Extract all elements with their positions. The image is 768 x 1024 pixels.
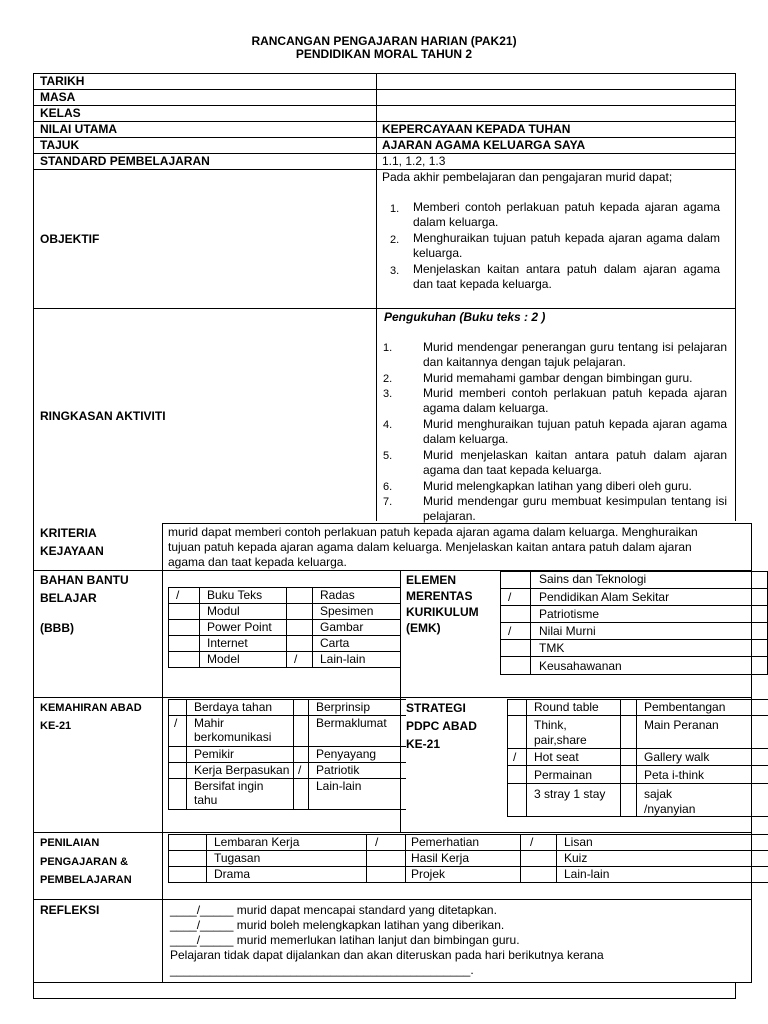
abad-item: Patriotik [316, 763, 360, 777]
refleksi-line-5: _____________________________________________. [170, 963, 474, 977]
refleksi-line-3: ____/_____ murid memerlukan latihan lanjut dan bimbingan guru. [170, 933, 520, 947]
penilaian-item: Lain-lain [564, 867, 610, 881]
bbb-item: Buku Teks [207, 588, 263, 602]
penilaian-mark: / [375, 835, 379, 849]
list-item-number: 3. [383, 388, 393, 400]
list-item-number: 2. [390, 234, 400, 246]
tajuk-value: AJARAN AGAMA KELUARGA SAYA [382, 138, 586, 152]
list-item-number: 5. [383, 450, 393, 462]
abad-label-2: KE-21 [40, 720, 72, 732]
emk-item: Patriotisme [539, 607, 600, 621]
emk-label-3: KURIKULUM [406, 605, 479, 619]
penilaian-item: Lembaran Kerja [214, 835, 300, 849]
bbb-label-2: BELAJAR [40, 591, 97, 605]
refleksi-line-4: Pelajaran tidak dapat dijalankan dan akan diteruskan pada hari berikutnya kerana [170, 948, 604, 962]
objektif-label: OBJEKTIF [40, 232, 100, 246]
strategi-item: Hot seat [534, 750, 579, 764]
abad-item: Bersifat ingin tahu [194, 779, 264, 807]
list-item-number: 6. [383, 481, 393, 493]
emk-mark: / [508, 590, 512, 604]
bbb-item: Spesimen [320, 604, 374, 618]
emk-label-1: ELEMEN [406, 573, 457, 587]
list-item: Memberi contoh perlakuan patuh kepada ajaran agama dalam keluarga. [413, 200, 720, 229]
penilaian-item: Projek [411, 867, 446, 881]
strategi-mark: / [513, 750, 517, 764]
bbb-item: Internet [207, 636, 248, 650]
refleksi-label: REFLEKSI [40, 903, 100, 917]
list-item: Murid menghuraikan tujuan patuh kepada ajaran agama dalam keluarga. [423, 417, 727, 446]
abad-item: Penyayang [316, 747, 377, 761]
strategi-item: 3 stray 1 stay [534, 787, 606, 801]
strategi-item: Think, pair,share [534, 718, 587, 747]
abad-item: Berprinsip [316, 700, 371, 714]
refleksi-line-2: ____/_____ murid boleh melengkapkan latihan yang diberikan. [170, 918, 505, 932]
emk-item: TMK [539, 641, 565, 655]
doc-title: RANCANGAN PENGAJARAN HARIAN (PAK21) [251, 34, 517, 48]
list-item: Murid menjelaskan kaitan antara patuh dalam ajaran agama dan taat kepada keluarga. [423, 448, 727, 477]
penilaian-item: Lisan [564, 835, 593, 849]
kriteria-text: murid dapat memberi contoh perlakuan patuh kepada ajaran agama dalam keluarga. Menghuraikan tujuan patuh kepada ajaran agama dalam keluarga. Menjelaskan kaitan antara patuh dalam ajaran agama dan taat kepada keluarga. [168, 525, 698, 569]
list-item: Murid mendengar guru membuat kesimpulan tentang isi pelajaran. [423, 494, 727, 523]
list-item: Menjelaskan kaitan antara patuh dalam ajaran agama dan taat kepada keluarga. [413, 262, 720, 291]
strategi-item: Permainan [534, 768, 593, 782]
nilai-utama-label: NILAI UTAMA [40, 122, 118, 136]
abad-item: Lain-lain [316, 779, 362, 793]
standard-label: STANDARD PEMBELAJARAN [40, 154, 210, 168]
refleksi-line-1: ____/_____ murid dapat mencapai standard yang ditetapkan. [170, 903, 497, 917]
list-item: Murid mendengar penerangan guru tentang isi pelajaran dan kaitannya dengan tajuk pelajaran. [423, 340, 727, 369]
tarikh-label: TARIKH [40, 74, 85, 88]
abad-item: Berdaya tahan [194, 700, 273, 714]
ringkasan-heading: Pengukuhan (Buku teks : 2 ) [384, 310, 546, 324]
list-item: Murid melengkapkan latihan yang diberi oleh guru. [423, 479, 692, 493]
list-item-number: 2. [383, 373, 393, 385]
bbb-item: Lain-lain [320, 652, 366, 666]
kelas-label: KELAS [40, 106, 81, 120]
strategi-item: Gallery walk [644, 750, 710, 764]
penilaian-label-3: PEMBELAJARAN [40, 874, 132, 886]
abad-item: Mahir berkomunikasi [194, 716, 272, 744]
strategi-item: sajak /nyanyian [644, 787, 696, 816]
bbb-mark: / [294, 652, 298, 666]
bbb-label-3: (BBB) [40, 621, 74, 635]
bbb-item: Carta [320, 636, 350, 650]
strategi-label-2: PDPC ABAD [406, 719, 477, 733]
emk-item: Keusahawanan [539, 659, 622, 673]
penilaian-label-1: PENILAIAN [40, 837, 100, 849]
list-item-number: 3. [390, 265, 400, 277]
bbb-label-1: BAHAN BANTU [40, 573, 129, 587]
abad-item: Kerja Berpasukan [194, 763, 290, 777]
emk-item: Nilai Murni [539, 624, 596, 638]
strategi-item: Peta i-think [644, 768, 705, 782]
bbb-mark: / [176, 588, 180, 602]
bbb-item: Modul [207, 604, 240, 618]
list-item: Murid memahami gambar dengan bimbingan guru. [423, 371, 693, 385]
objektif-intro: Pada akhir pembelajaran dan pengajaran murid dapat; [382, 170, 673, 184]
list-item-number: 7. [383, 496, 393, 508]
emk-label-2: MERENTAS [406, 589, 473, 603]
strategi-label-1: STRATEGI [406, 701, 466, 715]
penilaian-item: Tugasan [214, 851, 261, 865]
abad-mark: / [174, 716, 178, 730]
emk-item: Pendidikan Alam Sekitar [539, 590, 670, 604]
list-item-number: 4. [383, 419, 393, 431]
standard-value: 1.1, 1.2, 1.3 [382, 154, 446, 168]
list-item: Murid memberi contoh perlakuan patuh kepada ajaran agama dalam keluarga. [423, 386, 727, 415]
strategi-item: Round table [534, 700, 599, 714]
bbb-item: Gambar [320, 620, 364, 634]
list-item: Menghuraikan tujuan patuh kepada ajaran agama dalam keluarga. [413, 231, 720, 260]
kriteria-label-1: KRITERIA [40, 526, 97, 540]
abad-mark: / [298, 763, 302, 777]
masa-label: MASA [40, 90, 76, 104]
ringkasan-label: RINGKASAN AKTIVITI [40, 409, 166, 423]
list-item-number: 1. [390, 203, 400, 215]
list-item-number: 1. [383, 342, 393, 354]
penilaian-mark: / [530, 835, 534, 849]
emk-mark: / [508, 624, 512, 638]
penilaian-item: Hasil Kerja [411, 851, 470, 865]
abad-item: Pemikir [194, 747, 235, 761]
bbb-item: Model [207, 652, 240, 666]
doc-subtitle: PENDIDIKAN MORAL TAHUN 2 [295, 47, 473, 61]
tajuk-label: TAJUK [40, 138, 80, 152]
kriteria-label-2: KEJAYAAN [40, 544, 104, 558]
bbb-item: Power Point [207, 620, 272, 634]
penilaian-item: Kuiz [564, 851, 588, 865]
nilai-utama-value: KEPERCAYAAN KEPADA TUHAN [382, 122, 571, 136]
bbb-item: Radas [320, 588, 355, 602]
emk-item: Sains dan Teknologi [539, 572, 647, 586]
emk-label-4: (EMK) [406, 621, 441, 635]
abad-label-1: KEMAHIRAN ABAD [40, 702, 142, 714]
penilaian-label-2: PENGAJARAN & [40, 856, 129, 868]
strategi-item: Pembentangan [644, 700, 726, 714]
penilaian-item: Drama [214, 867, 251, 881]
strategi-label-3: KE-21 [406, 737, 441, 751]
abad-item: Bermaklumat [316, 716, 387, 730]
penilaian-item: Pemerhatian [411, 835, 480, 849]
strategi-item: Main Peranan [644, 718, 719, 732]
